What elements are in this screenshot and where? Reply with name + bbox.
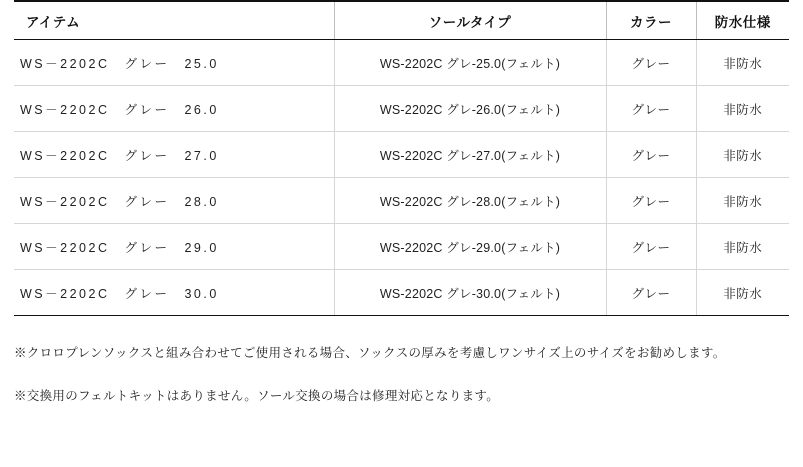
table-row (14, 178, 789, 224)
cell-color: グレー (606, 132, 696, 178)
table-row (14, 40, 789, 86)
table-header-row (14, 1, 789, 40)
note-sock-sizing: ※クロロプレンソックスと組み合わせてご使用される場合、ソックスの厚みを考慮しワンサイズ上のサイズをお勧めします。 (14, 346, 726, 360)
cell-item: WS－2202C グレー 30.0 (14, 270, 334, 316)
table-row (14, 86, 789, 132)
cell-item: WS－2202C グレー 28.0 (14, 178, 334, 224)
column-header-sole: ソールタイプ (334, 1, 606, 40)
cell-item: WS－2202C グレー 29.0 (14, 224, 334, 270)
cell-color: グレー (606, 86, 696, 132)
table-body (14, 40, 789, 316)
table-row (14, 132, 789, 178)
notes-section (14, 316, 789, 407)
cell-item: WS－2202C グレー 27.0 (14, 132, 334, 178)
cell-item: WS－2202C グレー 25.0 (14, 40, 334, 86)
cell-sole: WS-2202C グレ-30.0(フェルト) (334, 270, 606, 316)
cell-water: 非防水 (696, 224, 789, 270)
column-header-item: アイテム (14, 1, 334, 40)
cell-sole: WS-2202C グレ-27.0(フェルト) (334, 132, 606, 178)
cell-sole: WS-2202C グレ-25.0(フェルト) (334, 40, 606, 86)
cell-water: 非防水 (696, 86, 789, 132)
note-felt-kit: ※交換用のフェルトキットはありません。ソール交換の場合は修理対応となります。 (14, 388, 500, 403)
table-header (14, 1, 789, 40)
cell-item: WS－2202C グレー 26.0 (14, 86, 334, 132)
cell-sole: WS-2202C グレ-26.0(フェルト) (334, 86, 606, 132)
cell-color: グレー (606, 178, 696, 224)
cell-color: グレー (606, 224, 696, 270)
product-spec-table (14, 0, 789, 316)
cell-water: 非防水 (696, 178, 789, 224)
column-header-color: カラー (606, 1, 696, 40)
cell-water: 非防水 (696, 132, 789, 178)
cell-color: グレー (606, 40, 696, 86)
column-header-water: 防水仕様 (696, 1, 789, 40)
cell-color: グレー (606, 270, 696, 316)
cell-sole: WS-2202C グレ-29.0(フェルト) (334, 224, 606, 270)
cell-water: 非防水 (696, 270, 789, 316)
table-row (14, 270, 789, 316)
cell-water: 非防水 (696, 40, 789, 86)
table-row (14, 224, 789, 270)
cell-sole: WS-2202C グレ-28.0(フェルト) (334, 178, 606, 224)
